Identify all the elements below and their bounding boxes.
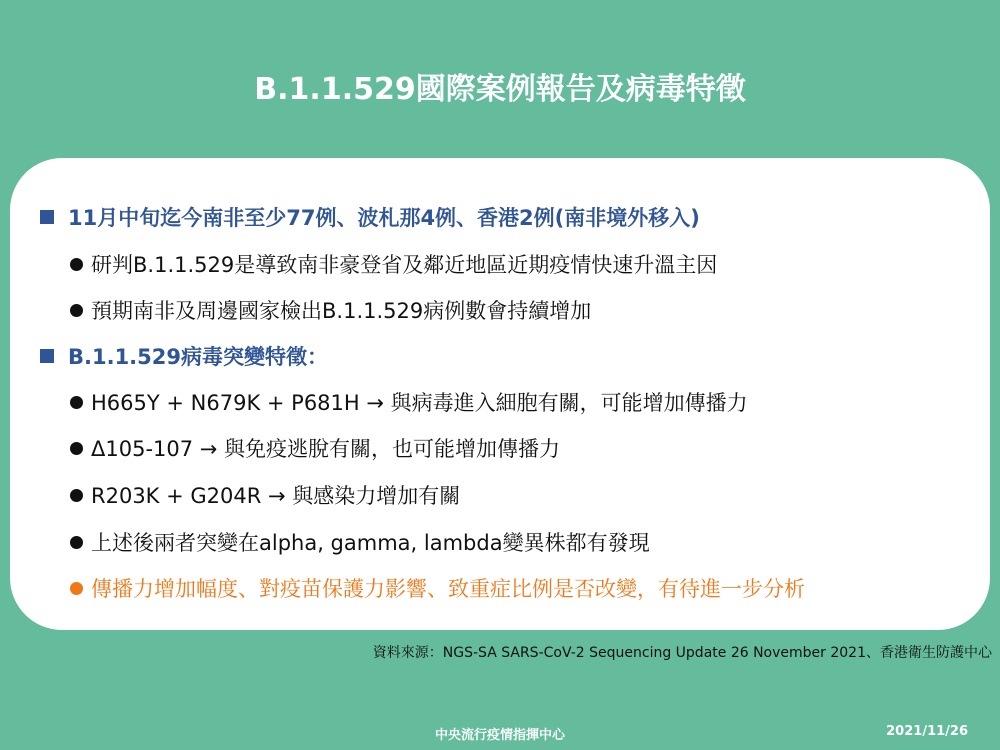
bullet-item [70, 433, 560, 463]
bullet-item [70, 527, 650, 557]
bullet-text: H665Y + N679K + P681H → 與病毒進入細胞有關，可能增加傳播力 [91, 391, 748, 415]
footer-organization: 中央流行疫情指揮中心 [434, 728, 565, 743]
bullet-item [70, 295, 591, 325]
round-bullet-icon [70, 442, 83, 455]
round-bullet-icon [70, 536, 83, 549]
bullet-item-highlight [70, 573, 805, 603]
square-bullet-icon [40, 210, 54, 224]
bullet-text: 傳播力增加幅度、對疫苗保護力影響、致重症比例是否改變，有待進一步分析 [91, 577, 805, 601]
section-heading-text: 11月中旬迄今南非至少77例、波札那4例、香港2例(南非境外移入) [68, 206, 700, 230]
slide-title: B.1.1.529國際案例報告及病毒特徵 [254, 72, 746, 107]
round-bullet-icon [70, 304, 83, 317]
bullet-text: Δ105-107 → 與免疫逃脫有關，也可能增加傳播力 [91, 437, 561, 461]
round-bullet-icon [70, 582, 83, 595]
bullet-text: 研判B.1.1.529是導致南非豪登省及鄰近地區近期疫情快速升溫主因 [91, 253, 718, 277]
bullet-item [70, 249, 717, 279]
bullet-item [70, 480, 460, 510]
content-card [10, 158, 990, 630]
source-citation: 資料來源：NGS-SA SARS-CoV-2 Sequencing Update 26 November 2021、香港衛生防護中心 [372, 645, 992, 661]
bullet-text: 上述後兩者突變在alpha, gamma, lambda變異株都有發現 [91, 531, 650, 555]
bullet-text: R203K + G204R → 與感染力增加有關 [91, 484, 461, 508]
bullet-item [70, 387, 748, 417]
round-bullet-icon [70, 489, 83, 502]
round-bullet-icon [70, 258, 83, 271]
section-heading [40, 341, 328, 371]
round-bullet-icon [70, 396, 83, 409]
square-bullet-icon [40, 349, 54, 363]
section-heading [40, 202, 700, 232]
footer-date: 2021/11/26 [886, 724, 968, 739]
section-heading-text: B.1.1.529病毒突變特徵： [68, 345, 328, 369]
bullet-text: 預期南非及周邊國家檢出B.1.1.529病例數會持續增加 [91, 299, 592, 323]
